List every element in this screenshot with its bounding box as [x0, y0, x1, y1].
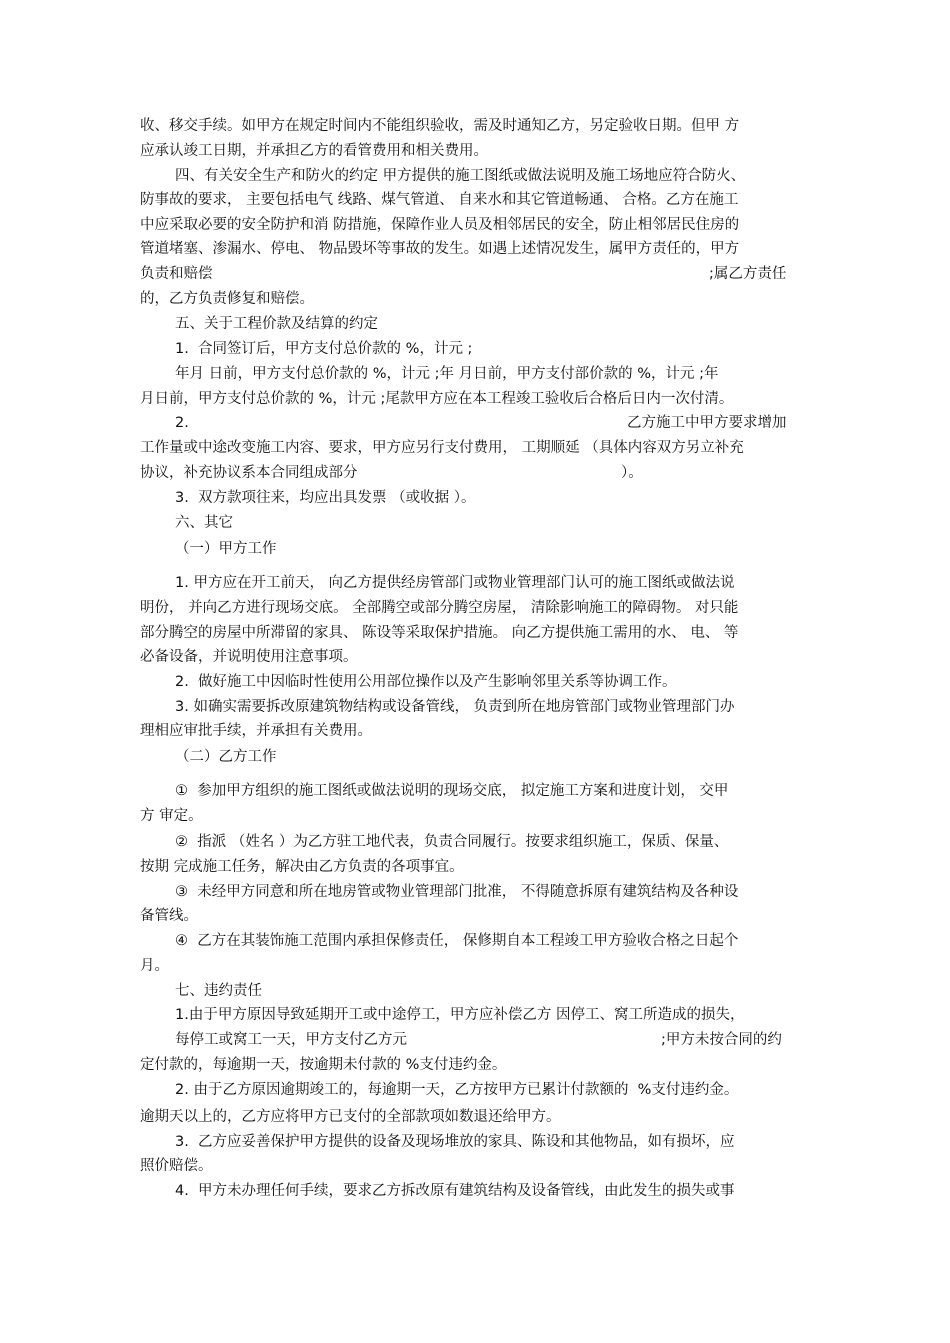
- text-line: 协议，补充协议系本合同组成部分: [140, 465, 358, 481]
- text-line: 每停工或窝工一天，甲方支付乙方元: [175, 1032, 407, 1048]
- text-line: 的，乙方负责修复和赔偿。: [140, 291, 314, 307]
- text-line: 方 审定。: [140, 808, 203, 824]
- text-line: 防事故的要求， 主要包括电气 线路、煤气管道、 自来水和其它管道畅通、 合格。乙方在施工: [140, 192, 739, 208]
- text-line: 必备设备，并说明使用注意事项。: [140, 649, 358, 665]
- text-line: ）。: [621, 465, 643, 481]
- text-line: 部分腾空的房屋中所滞留的家具、 陈设等采取保护措施。 向乙方提供施工需用的水、 电、 等: [140, 625, 739, 641]
- text-line: ② 指派 （姓名 ）为乙方驻工地代表，负责合同履行。按要求组织施工，保质、保量、: [175, 834, 729, 850]
- section-heading-5: 五、关于工程价款及结算的约定: [175, 316, 378, 332]
- text-line: ① 参加甲方组织的施工图纸或做法说明的现场交底， 拟定施工方案和进度计划， 交甲: [175, 783, 729, 799]
- text-line: 理相应审批手续，并承担有关费用。: [140, 723, 372, 739]
- text-line: 按期 完成施工任务，解决由乙方负责的各项事宜。: [140, 859, 464, 875]
- text-line: 2. 由于乙方原因逾期竣工的，每逾期一天，乙方按甲方已累计付款额的 %支付违约金。: [175, 1082, 739, 1098]
- text-line: 工作量或中途改变施工内容、要求，甲方应另行支付费用， 工期顺延 （具体内容双方另立补充: [140, 440, 744, 456]
- text-line: 3. 双方款项往来，均应出具发票 （或收据 ）。: [175, 490, 476, 506]
- text-line: 照价赔偿。: [140, 1158, 213, 1174]
- text-line: ;属乙方责任: [709, 266, 787, 282]
- subsection-heading: （一）甲方工作: [175, 541, 277, 557]
- text-line: 年月 日前，甲方支付总价款的 %，计元 ;年 月日前，甲方支付部价款的 %，计元 ;年: [175, 366, 719, 382]
- text-line: ③ 未经甲方同意和所在地房管或物业管理部门批准， 不得随意拆原有建筑结构及各种设: [175, 884, 739, 900]
- text-line: 2.: [175, 415, 189, 431]
- subsection-heading: （二）乙方工作: [175, 749, 277, 765]
- text-line: 4. 甲方未办理任何手续，要求乙方拆改原有建筑结构及设备管线，由此发生的损失或事: [175, 1183, 735, 1199]
- text-line: 3. 乙方应妥善保护甲方提供的设备及现场堆放的家具、陈设和其他物品，如有损坏，应: [175, 1134, 735, 1150]
- text-line: 备管线。: [140, 908, 198, 924]
- text-line: 应承认竣工日期，并承担乙方的看管费用和相关费用。: [140, 143, 488, 159]
- section-heading-7: 七、违约责任: [175, 983, 262, 999]
- text-line: 1. 合同签订后，甲方支付总价款的 %，计元 ;: [175, 341, 473, 357]
- text-line: 逾期天以上的，乙方应将甲方已支付的全部款项如数退还给甲方。: [140, 1109, 561, 1125]
- text-line: 3. 如确实需要拆改原建筑物结构或设备管线， 负责到所在地房管部门或物业管理部门办: [175, 699, 735, 715]
- text-line: 月日前，甲方支付总价款的 %，计元 ;尾款甲方应在本工程竣工验收后合格后日内一次付清。: [140, 391, 734, 407]
- section-heading-6: 六、其它: [175, 515, 233, 531]
- text-line: ④ 乙方在其装饰施工范围内承担保修责任， 保修期自本工程竣工甲方验收合格之日起个: [175, 933, 739, 949]
- text-line: 2. 做好施工中因临时性使用公用部位操作以及产生影响邻里关系等协调工作。: [175, 674, 677, 690]
- text-line: 收、移交手续。如甲方在规定时间内不能组织验收，需及时通知乙方，另定验收日期。但甲 方: [140, 118, 740, 134]
- text-line: 负责和赔偿: [140, 266, 213, 282]
- text-line: 月。: [140, 958, 169, 974]
- text-line: 1. 甲方应在开工前天， 向乙方提供经房管部门或物业管理部门认可的施工图纸或做法说: [175, 575, 735, 591]
- text-line: 管道堵塞、渗漏水、停电、 物品毁坏等事故的发生。如遇上述情况发生，属甲方责任的，甲方: [140, 241, 740, 257]
- text-line: 明份， 并向乙方进行现场交底。 全部腾空或部分腾空房屋， 清除影响施工的障碍物。 对只能: [140, 600, 739, 616]
- text-line: 乙方施工中甲方要求增加: [627, 415, 787, 431]
- text-line: 中应采取必要的安全防护和消 防措施，保障作业人员及相邻居民的安全，防止相邻居民住房的: [140, 217, 740, 233]
- text-line: 定付款的，每逾期一天，按逾期未付款的 %支付违约金。: [140, 1057, 507, 1073]
- text-line: ;甲方未按合同的约: [661, 1032, 782, 1048]
- section-heading-4: 四、有关安全生产和防火的约定 甲方提供的施工图纸或做法说明及施工场地应符合防火、: [175, 168, 746, 184]
- text-line: 1.由于甲方原因导致延期开工或中途停工，甲方应补偿乙方 因停工、窝工所造成的损失，: [175, 1007, 745, 1023]
